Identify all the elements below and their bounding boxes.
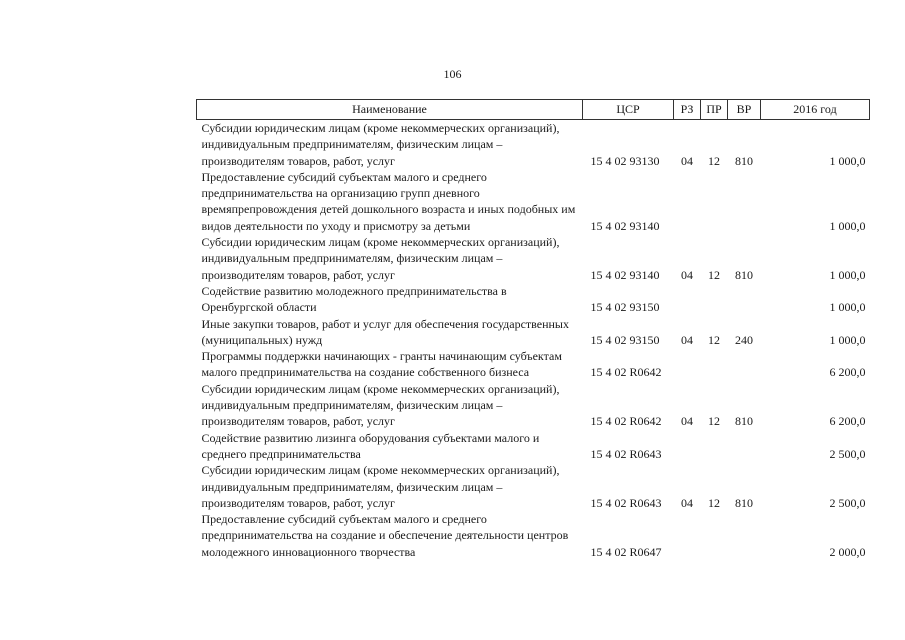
row-amount: 1 000,0 [829, 332, 866, 347]
row-csr: 15 4 02 R0647 [590, 544, 662, 559]
row-pr: 12 [708, 332, 720, 347]
table-row [197, 511, 870, 560]
row-csr: 15 4 02 R0643 [590, 495, 662, 510]
table-header-row [197, 100, 870, 120]
row-pr [701, 430, 728, 463]
row-pr [701, 348, 728, 381]
header-rz: РЗ [674, 100, 701, 120]
row-name: Субсидии юридическим лицам (кроме некоммерческих организаций), индивидуальным предпринимателям, физическим лицам – производителям товаров, работ, услуг [201, 235, 560, 282]
row-csr: 15 4 02 R0643 [590, 446, 662, 461]
header-vr: ВР [728, 100, 761, 120]
row-rz [674, 511, 701, 560]
row-vr [728, 511, 761, 560]
row-name: Субсидии юридическим лицам (кроме некоммерческих организаций), индивидуальным предпринимателям, физическим лицам – производителям товаров, работ, услуг [201, 463, 560, 510]
header-name: Наименование [197, 100, 583, 120]
row-vr: 810 [735, 153, 753, 168]
row-csr: 15 4 02 R0642 [590, 365, 662, 380]
budget-table [196, 99, 870, 560]
row-rz: 04 [681, 414, 693, 429]
row-pr: 12 [708, 495, 720, 510]
row-vr: 810 [735, 495, 753, 510]
table-row [197, 169, 870, 234]
table-row [197, 462, 870, 511]
table-row [197, 316, 870, 349]
row-name: Субсидии юридическим лицам (кроме некоммерческих организаций), индивидуальным предпринимателям, физическим лицам – производителям товаров, работ, услуг [201, 381, 560, 429]
row-pr [701, 283, 728, 316]
row-name: Программы поддержки начинающих - гранты начинающим субъектам малого предпринимательства на создание собственного бизнеса [201, 349, 562, 380]
row-rz: 04 [681, 332, 693, 347]
row-amount: 2 500,0 [829, 495, 866, 510]
header-pr: ПР [701, 100, 728, 120]
table-row [197, 430, 870, 463]
row-name: Предоставление субсидий субъектам малого и среднего предпринимательства на организацию групп дневного времяпрепровождения детей дошкольного возраста и иных подобных им видов деятельности по уходу и присмотру за детьми [201, 169, 576, 233]
table-row [197, 348, 870, 381]
row-vr [728, 348, 761, 381]
row-name: Субсидии юридическим лицам (кроме некоммерческих организаций), индивидуальным предпринимателям, физическим лицам – производителям товаров, работ, услуг [201, 121, 560, 168]
row-rz [674, 169, 701, 234]
table-row [197, 120, 870, 169]
row-amount: 1 000,0 [829, 218, 866, 233]
row-vr [728, 283, 761, 316]
row-rz: 04 [681, 495, 693, 510]
row-amount: 2 500,0 [829, 446, 866, 461]
table-row [197, 283, 870, 316]
row-amount: 6 200,0 [829, 365, 866, 380]
row-csr: 15 4 02 R0642 [590, 414, 662, 429]
header-year: 2016 год [761, 100, 870, 120]
row-csr: 15 4 02 93150 [590, 332, 660, 347]
row-vr: 240 [735, 332, 753, 347]
page-number: 106 [443, 67, 462, 81]
row-amount: 6 200,0 [829, 414, 866, 429]
row-amount: 1 000,0 [829, 153, 866, 168]
row-rz: 04 [681, 153, 693, 168]
table-row [197, 234, 870, 283]
row-vr: 810 [735, 414, 753, 429]
row-rz [674, 348, 701, 381]
row-name: Иные закупки товаров, работ и услуг для обеспечения государственных (муниципальных) нужд [201, 316, 569, 347]
header-csr: ЦСР [583, 100, 674, 120]
row-csr: 15 4 02 93150 [590, 300, 660, 315]
row-vr: 810 [735, 267, 753, 282]
row-pr: 12 [708, 153, 720, 168]
row-pr [701, 169, 728, 234]
row-csr: 15 4 02 93130 [590, 153, 660, 168]
row-name: Содействие развитию молодежного предпринимательства в Оренбургской области [201, 283, 507, 315]
row-pr: 12 [708, 267, 720, 282]
row-amount: 1 000,0 [829, 267, 866, 282]
row-amount: 1 000,0 [829, 300, 866, 315]
row-name: Содействие развитию лизинга оборудования субъектами малого и среднего предпринимательства [201, 430, 540, 461]
row-vr [728, 169, 761, 234]
row-csr: 15 4 02 93140 [590, 267, 660, 282]
row-rz: 04 [681, 267, 693, 282]
row-pr [701, 511, 728, 560]
row-amount: 2 000,0 [829, 544, 866, 559]
row-name: Предоставление субсидий субъектам малого и среднего предпринимательства на создание и обеспечение деятельности центров молодежного инновационного творчества [201, 512, 569, 559]
row-rz [674, 283, 701, 316]
row-pr: 12 [708, 414, 720, 429]
table-row [197, 381, 870, 430]
row-csr: 15 4 02 93140 [590, 218, 660, 233]
row-rz [674, 430, 701, 463]
row-vr [728, 430, 761, 463]
